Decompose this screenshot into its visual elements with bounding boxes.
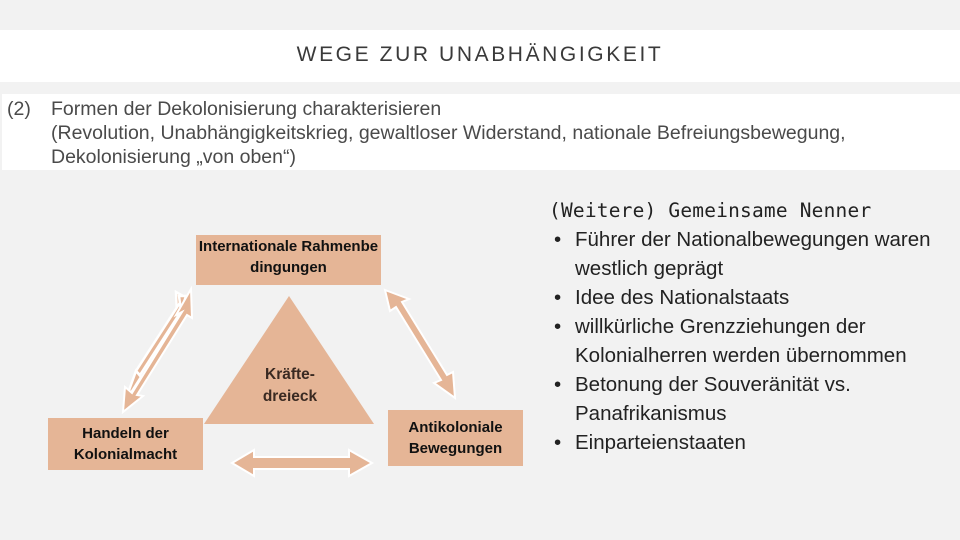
box-international-conditions: Internationale Rahmenbedingungen <box>196 235 381 285</box>
box-colonial-power: Handeln der Kolonialmacht <box>48 418 203 470</box>
list-item: • Betonung der Souveränität vs. Panafrikanismus <box>549 370 954 428</box>
list-item: • Einparteienstaaten <box>549 428 954 457</box>
task-number: (2) <box>7 98 31 120</box>
slide-title: WEGE ZUR UNABHÄNGIGKEIT <box>296 43 664 66</box>
box-anticolonial-movements: Antikoloniale Bewegungen <box>388 410 523 466</box>
task-line: Dekolonisierung „von oben“) <box>51 146 296 168</box>
task-line: (Revolution, Unabhängigkeitskrieg, gewaltloser Widerstand, nationale Befreiungsbewegung, <box>51 122 846 144</box>
panel-heading: (Weitere) Gemeinsame Nenner <box>549 199 872 222</box>
task-line: Formen der Dekolonisierung charakterisieren <box>51 98 442 120</box>
list-item: • Führer der Nationalbewegungen waren westlich geprägt <box>549 225 954 283</box>
triangle-label: Kräfte- dreieck <box>262 366 318 405</box>
list-item: • Idee des Nationalstaats <box>549 283 954 312</box>
denominator-list <box>549 225 954 457</box>
bottom-arrow-shape <box>232 450 372 476</box>
common-denominators-panel <box>549 196 954 457</box>
left-arrow-shape <box>123 289 192 412</box>
list-item: • willkürliche Grenzziehungen der Kolonialherren werden übernommen <box>549 312 954 370</box>
right-arrow-shape <box>385 290 455 398</box>
